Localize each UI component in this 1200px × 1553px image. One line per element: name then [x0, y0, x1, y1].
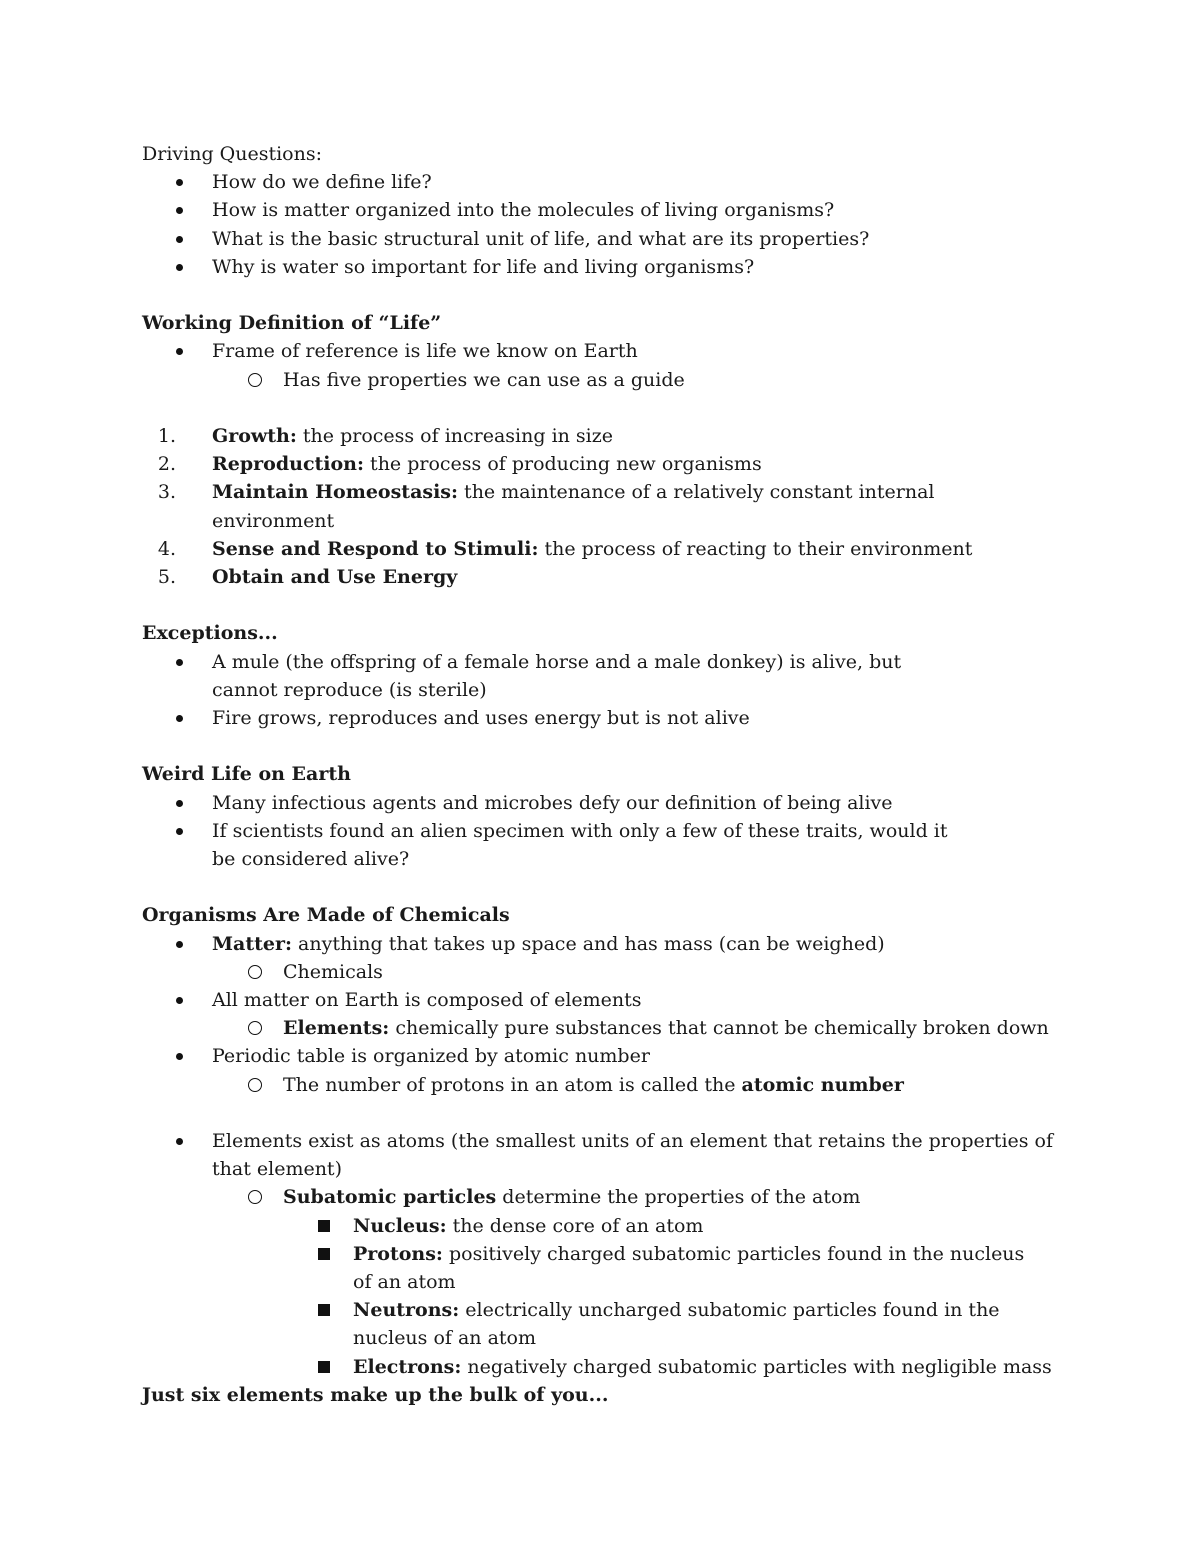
document-page — [142, 140, 1062, 1409]
square-bullet-icon — [318, 1304, 330, 1316]
list-item: Fire grows, reproduces and uses energy but is not alive — [142, 704, 1062, 732]
section-heading-working-definition: Working Definition of “Life” — [142, 312, 442, 335]
bullet-icon — [176, 264, 183, 271]
driving-questions-title: Driving Questions: — [142, 143, 322, 165]
hollow-circle-bullet-icon — [248, 1190, 262, 1204]
hollow-circle-bullet-icon — [248, 1078, 262, 1092]
sub-sub-list-item: Electrons: negatively charged subatomic particles with negligible mass — [142, 1353, 1062, 1381]
sub-list-item: The number of protons in an atom is called the atomic number — [142, 1071, 1062, 1099]
hollow-circle-bullet-icon — [248, 1021, 262, 1035]
list-item: How is matter organized into the molecules of living organisms? — [142, 196, 1062, 224]
hollow-circle-bullet-icon — [248, 965, 262, 979]
sub-sub-list-item: Nucleus: the dense core of an atom — [142, 1212, 1062, 1240]
bullet-icon — [176, 348, 183, 355]
numbered-item: 1. Growth: the process of increasing in size — [157, 425, 614, 447]
bullet-icon — [176, 1053, 183, 1060]
section-heading-chemicals: Organisms Are Made of Chemicals — [142, 904, 510, 927]
list-item: Periodic table is organized by atomic number — [142, 1042, 1062, 1070]
list-item: Matter: anything that takes up space and has mass (can be weighed) — [142, 930, 1062, 958]
list-item: What is the basic structural unit of life, and what are its properties? — [142, 225, 1062, 253]
bullet-icon — [176, 659, 183, 666]
bullet-icon — [176, 941, 183, 948]
bullet-icon — [176, 800, 183, 807]
numbered-item: 4. Sense and Respond to Stimuli: the process of reacting to their environment — [157, 537, 973, 560]
bullet-icon — [176, 715, 183, 722]
bullet-icon — [176, 997, 183, 1004]
numbered-item: 3. Maintain Homeostasis: the maintenance of a relatively constant internal environment — [157, 481, 935, 532]
sub-list-item: Chemicals — [142, 958, 1062, 986]
list-item: How do we define life? — [142, 168, 1062, 196]
bullet-icon — [176, 207, 183, 214]
bullet-icon — [176, 1138, 183, 1145]
list-item: Why is water so important for life and living organisms? — [142, 253, 1062, 281]
list-item: Frame of reference is life we know on Earth — [142, 337, 1062, 365]
list-item: All matter on Earth is composed of elements — [142, 986, 1062, 1014]
sub-sub-list-item: Neutrons: electrically uncharged subatomic particles found in the nucleus of an atom — [142, 1296, 1013, 1352]
sub-list-item: Has five properties we can use as a guide — [142, 366, 1062, 394]
list-item: Elements exist as atoms (the smallest units of an element that retains the properties of that element) — [142, 1127, 1062, 1183]
square-bullet-icon — [318, 1361, 330, 1373]
hollow-circle-bullet-icon — [248, 373, 262, 387]
list-item: A mule (the offspring of a female horse and a male donkey) is alive, but cannot reproduce (is sterile) — [142, 648, 972, 704]
section-heading-weird-life: Weird Life on Earth — [142, 763, 351, 786]
square-bullet-icon — [318, 1248, 330, 1260]
bullet-icon — [176, 179, 183, 186]
sub-sub-list-item: Protons: positively charged subatomic particles found in the nucleus of an atom — [142, 1240, 1043, 1296]
sub-list-item: Subatomic particles determine the properties of the atom — [142, 1183, 1062, 1211]
section-heading-exceptions: Exceptions... — [142, 622, 278, 645]
bullet-icon — [176, 236, 183, 243]
list-item: Many infectious agents and microbes defy our definition of being alive — [142, 789, 1062, 817]
sub-list-item: Elements: chemically pure substances that cannot be chemically broken down — [142, 1014, 1062, 1042]
square-bullet-icon — [318, 1220, 330, 1232]
numbered-item: 5. Obtain and Use Energy — [157, 566, 458, 589]
closing-heading: Just six elements make up the bulk of you... — [142, 1383, 609, 1406]
bullet-icon — [176, 828, 183, 835]
numbered-item: 2. Reproduction: the process of producing new organisms — [157, 453, 762, 476]
list-item: If scientists found an alien specimen with only a few of these traits, would it be considered alive? — [142, 817, 972, 873]
